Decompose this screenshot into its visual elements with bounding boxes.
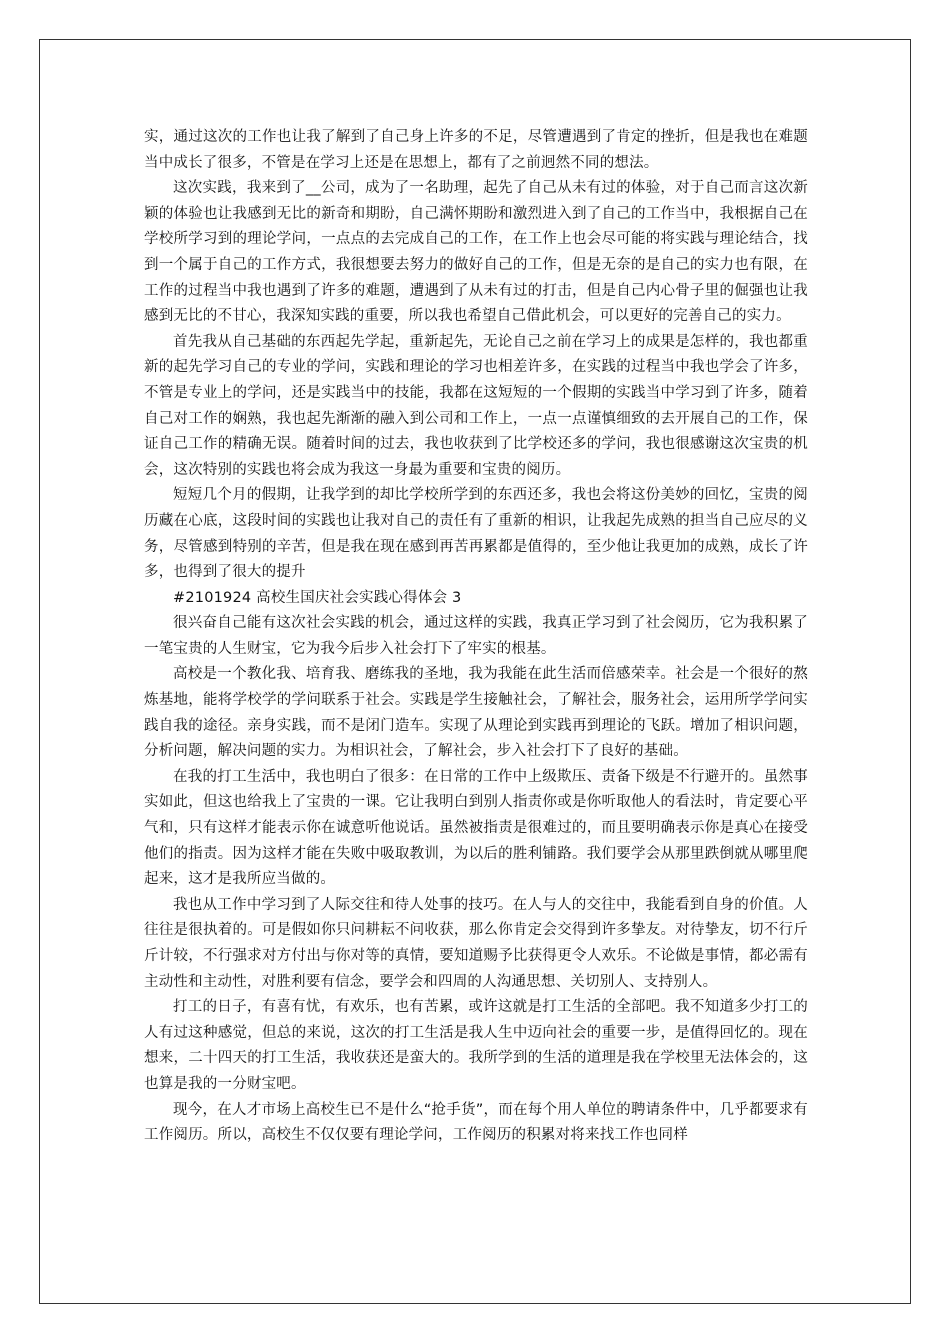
paragraph-10: 现今，在人才市场上高校生已不是什么“抢手货”，而在每个用人单位的聘请条件中，几乎都要求有工作阅历。所以，高校生不仅仅要有理论学问，工作阅历的积累对将来找工作也同样 [144,1101,808,1144]
paragraph-1: 实，通过这次的工作也让我了解到了自己身上许多的不足，尽管遭遇到了肯定的挫折，但是我也在难题当中成长了很多，不管是在学习上还是在思想上，都有了之前迥然不同的想法。 [144,129,808,171]
paragraph-2: 这次实践，我来到了__公司，成为了一名助理，起先了自己从未有过的体验，对于自己而言这次新颖的体验也让我感到无比的新奇和期盼，自己满怀期盼和激烈进入到了自己的工作当中，我根据自己在学校所学习到的理论学问，一点点的去完成自己的工作，在工作上也会尽可能的将实践与理论结合，找到一个属于自己的工作方式，我很想要去努力的做好自己的工作，但是无奈的是自己的实力也有限，在工作的过程当中我也遇到了许多的难题，遭遇到了从未有过的打击，但是自己内心骨子里的倔强也让我感到无比的不甘心，我深知实践的重要，所以我也希望自己借此机会，可以更好的完善自己的实力。 [144,180,808,325]
paragraph-3: 首先我从自己基础的东西起先学起，重新起先，无论自己之前在学习上的成果是怎样的，我也都重新的起先学习自己的专业的学问，实践和理论的学习也相差许多，在实践的过程当中我也学会了许多，不管是专业上的学问，还是实践当中的技能，我都在这短短的一个假期的实践当中学习到了许多，随着自己对工作的娴熟，我也起先渐渐的融入到公司和工作上，一点一点谨慎细致的去开展自己的工作，保证自己工作的精确无误。随着时间的过去，我也收获到了比学校还多的学问，我也很感谢这次宝贵的机会，这次特别的实践也将会成为我这一身最为重要和宝贵的阅历。 [144,333,808,478]
paragraph-9: 打工的日子，有喜有忧，有欢乐，也有苦累，或许这就是打工生活的全部吧。我不知道多少打工的人有过这种感觉，但总的来说，这次的打工生活是我人生中迈向社会的重要一步，是值得回忆的。现在想来，二十四天的打工生活，我收获还是蛮大的。我所学到的生活的道理是我在学校里无法体会的，这也算是我的一分财宝吧。 [144,999,808,1092]
paragraph-7: 在我的打工生活中，我也明白了很多：在日常的工作中上级欺压、责备下级是不行避开的。虽然事实如此，但这也给我上了宝贵的一课。它让我明白到别人指责你或是你听取他人的看法时，肯定要心平气和，只有这样才能表示你在诚意听他说话。虽然被指责是很难过的，而且要明确表示你是真心在接受他们的指责。因为这样才能在失败中吸取教训，为以后的胜利铺路。我们要学会从那里跌倒就从哪里爬起来，这才是我所应当做的。 [144,768,808,888]
document-body [144,125,808,1149]
paragraph-5: 很兴奋自己能有这次社会实践的机会，通过这样的实践，我真正学习到了社会阅历，它为我积累了一笔宝贵的人生财宝，它为我今后步入社会打下了牢实的根基。 [144,615,808,657]
paragraph-6: 高校是一个教化我、培育我、磨练我的圣地，我为我能在此生活而倍感荣幸。社会是一个很好的熬炼基地，能将学校学的学问联系于社会。实践是学生接触社会，了解社会，服务社会，运用所学学问实践自我的途径。亲身实践，而不是闭门造车。实现了从理论到实践再到理论的飞跃。增加了相识问题，分析问题，解决问题的实力。为相识社会，了解社会，步入社会打下了良好的基础。 [144,666,808,760]
paragraph-4: 短短几个月的假期，让我学到的却比学校所学到的东西还多，我也会将这份美妙的回忆，宝贵的阅历藏在心底，这段时间的实践也让我对自己的责任有了重新的相识，让我起先成熟的担当自己应尽的义务，尽管感到特别的辛苦，但是我在现在感到再苦再累都是值得的，至少他让我更加的成熟，成长了许多，也得到了很大的提升 [144,487,808,581]
paragraph-8: 我也从工作中学习到了人际交往和待人处事的技巧。在人与人的交往中，我能看到自身的价值。人往往是很执着的。可是假如你只问耕耘不问收获，那么你肯定会交得到许多挚友。对待挚友，切不行斤斤计较，不行强求对方付出与你对等的真情，要知道赐予比获得更令人欢乐。不论做是事情，都必需有主动性和主动性，对胜利要有信念，要学会和四周的人沟通思想、关切别人、支持别人。 [144,896,808,990]
section-heading: #2101924 高校生国庆社会实践心得体会 3 [173,589,462,606]
